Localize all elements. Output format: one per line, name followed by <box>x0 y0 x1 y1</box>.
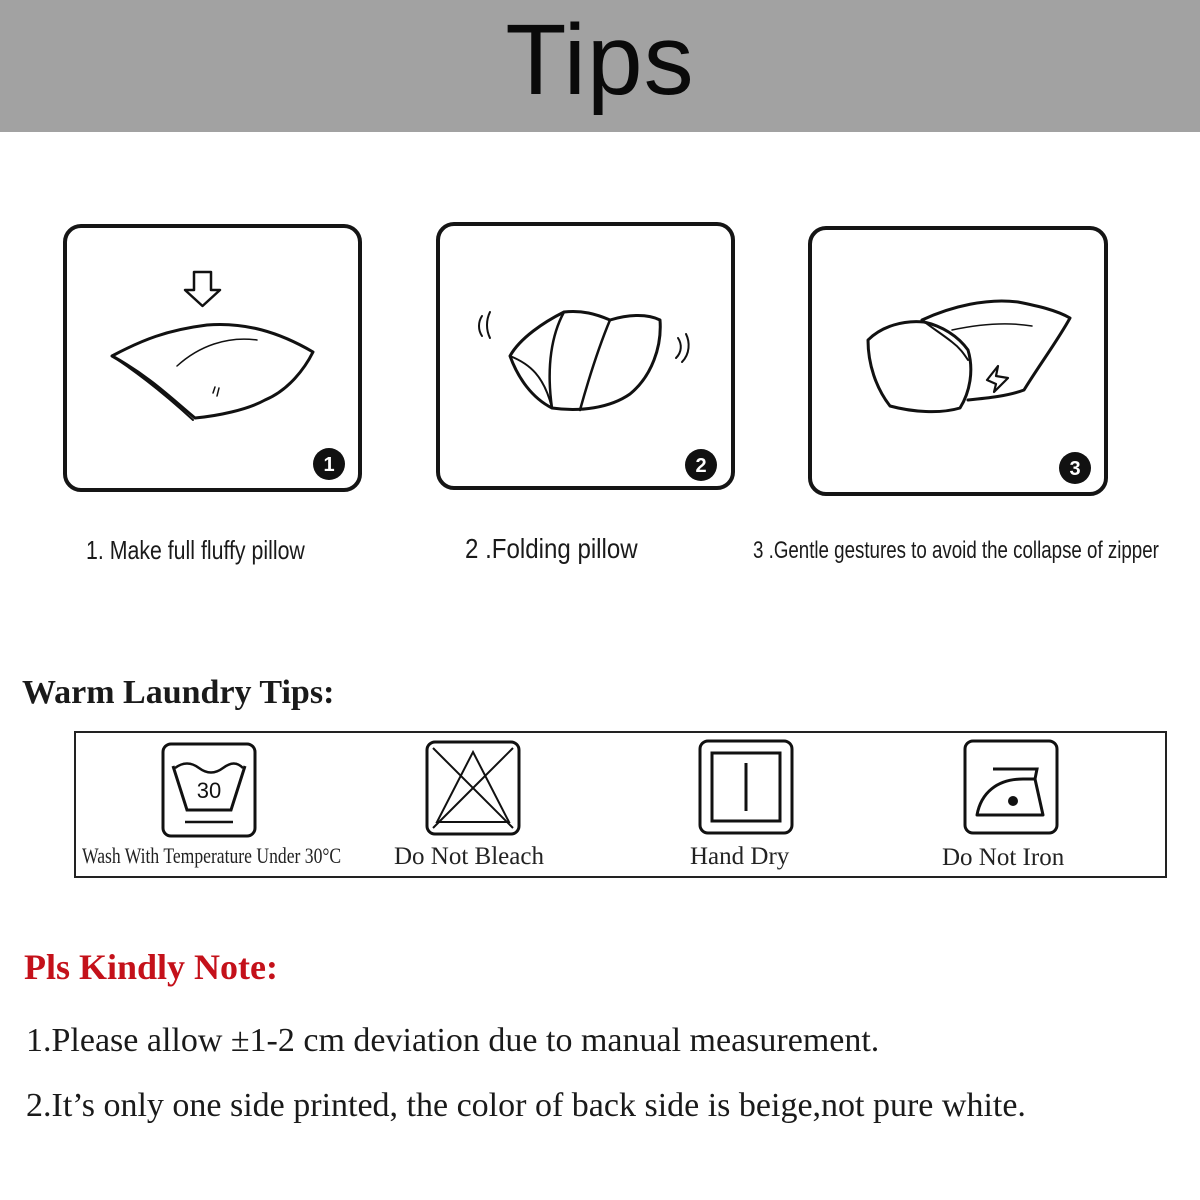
laundry-label-bleach: Do Not Bleach <box>394 843 544 870</box>
step-card-3 <box>808 226 1108 496</box>
no-iron-icon <box>963 739 1059 835</box>
step-caption-3: 3 .Gentle gestures to avoid the collapse of zipper <box>753 537 1159 564</box>
pillow-press-icon <box>67 228 358 488</box>
hand-dry-icon <box>698 739 794 835</box>
svg-text:3: 3 <box>1069 458 1081 480</box>
note-title: Pls Kindly Note: <box>24 947 279 987</box>
laundry-title: Warm Laundry Tips: <box>22 674 335 711</box>
pillow-insert-icon <box>812 230 1104 492</box>
step-card-1 <box>63 224 362 492</box>
note-line-1: 1.Please allow ±1-2 cm deviation due to manual measurement. <box>26 1022 880 1059</box>
laundry-label-iron: Do Not Iron <box>942 844 1065 871</box>
svg-text:1: 1 <box>323 454 335 476</box>
step-card-2 <box>436 222 735 490</box>
page-title: Tips <box>505 4 695 116</box>
laundry-label-wash: Wash With Temperature Under 30°C <box>82 843 342 868</box>
note-line-2: 2.It’s only one side printed, the color of back side is beige,not pure white. <box>26 1087 1026 1124</box>
svg-text:30: 30 <box>196 778 222 803</box>
wash-30-icon <box>161 742 257 838</box>
step-caption-2: 2 .Folding pillow <box>465 533 638 564</box>
no-bleach-icon <box>425 740 521 836</box>
svg-text:2: 2 <box>695 455 707 477</box>
laundry-label-dry: Hand Dry <box>690 843 790 870</box>
pillow-fold-icon <box>440 226 731 486</box>
step-caption-1: 1. Make full fluffy pillow <box>86 535 305 565</box>
